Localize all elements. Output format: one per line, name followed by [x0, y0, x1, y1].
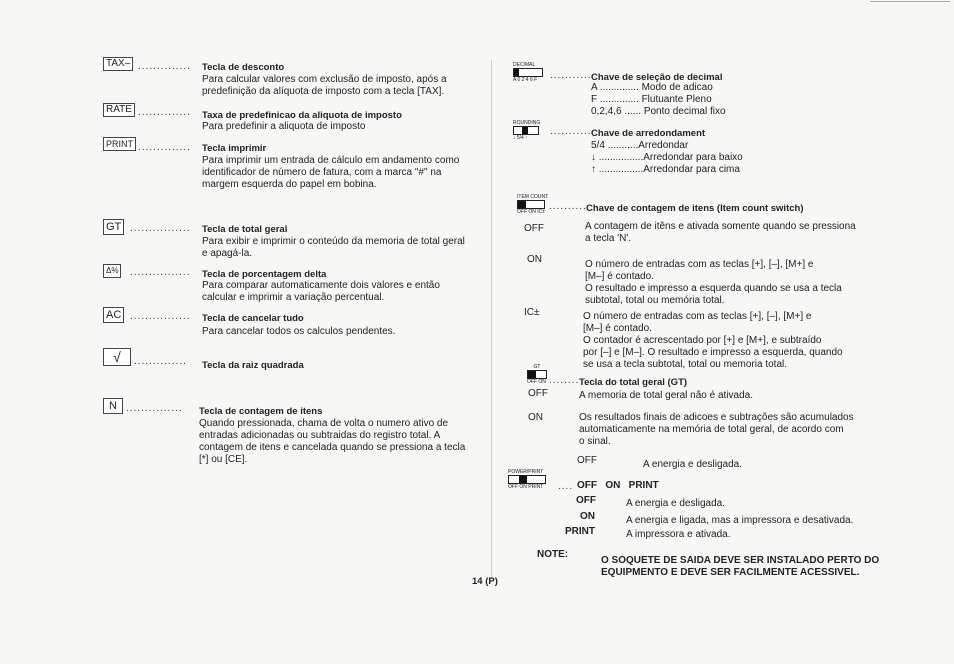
gt-switch-icon: GT OFF ON — [527, 364, 546, 385]
sqrt-dots: .............. — [134, 356, 187, 367]
n-title: Tecla de contagem de itens — [199, 406, 323, 417]
print-title: Tecla imprimir — [202, 143, 267, 154]
n-description: Quando pressionada, chama de volta o numero ativo de entradas adicionadas ou subtraidas do registro total. A contagem de itens e cancelada quando se pressiona a tecla [*] ou [CE]. — [199, 418, 466, 465]
decimal-dots: ........... — [550, 70, 592, 81]
power-on-description: A energia e ligada, mas a impressora e desativada. — [626, 515, 854, 526]
decimal-title: Chave de seleção de decimal — [591, 72, 723, 83]
rounding-row-up: ↑ ................Arredondar para cima — [591, 164, 740, 175]
decimal-row-a: A .............. Modo de adicao — [591, 82, 713, 93]
delta-description: Para comparar automaticamente dois valores e então calcular e imprimir a variação percentual. — [202, 280, 440, 303]
top-rule — [870, 1, 950, 2]
item-count-on-key: ON — [527, 254, 542, 265]
gt-on-description: Os resultados finais de adicoes e subtrações são acumulados automaticamente na memória de total geral, de acordo com o sinal. — [579, 412, 854, 447]
decimal-row-fixed: 0,2,4,6 ...... Ponto decimal fixo — [591, 106, 726, 117]
ac-dots: ................ — [130, 311, 191, 322]
item-count-ic-key: IC± — [524, 307, 540, 318]
rounding-row-down: ↓ ................Arredondar para baixo — [591, 152, 743, 163]
power-print-key: PRINT — [565, 526, 595, 537]
gt-key-icon: GT — [103, 219, 124, 235]
delta-dots: ................ — [130, 267, 191, 278]
gt-off-description: A memoria de total geral não é ativada. — [579, 390, 753, 401]
n-key-icon: N — [103, 398, 123, 414]
power-print-switch-icon: POWER/PRINT OFF ON PRINT — [508, 469, 546, 490]
item-count-dots: .......... — [549, 201, 587, 212]
ac-title: Tecla de cancelar tudo — [202, 313, 304, 324]
tax-title: Tecla de desconto — [202, 62, 285, 73]
item-count-on-description: O número de entradas com as teclas [+], [–], [M+] e [M–] é contado. O resultado e impresso a esquerda quando se usa a tecla subtotal, total ou memória total. — [585, 259, 842, 306]
rounding-title: Chave de arredondament — [591, 128, 706, 139]
gt-switch-title: Tecla do total geral (GT) — [579, 377, 688, 388]
item-count-title: Chave de contagem de itens (Item count switch) — [586, 203, 804, 214]
power-pre-off-key: OFF — [577, 455, 597, 466]
power-title: OFF ON PRINT — [577, 480, 659, 491]
power-off-key: OFF — [576, 495, 596, 506]
rounding-switch-icon: ROUNDING ↓ 5/4 ↑ — [513, 120, 541, 141]
ac-description: Para cancelar todos os calculos pendentes. — [202, 326, 396, 337]
power-pre-off-description: A energia e desligada. — [643, 459, 742, 470]
ac-key-icon: AC — [103, 307, 124, 323]
item-count-ic-description: O número de entradas com as teclas [+], [–], [M+] e [M–] é contado. O contador é acrescentado por [+] e [M+], e subtraído por [–] e [M–]. O resultado e impresso a esquerda, quando se usa a tecla subtotal, total ou memoria total. — [583, 311, 843, 370]
page-number: 14 (P) — [472, 576, 498, 587]
decimal-switch-icon: DECIMAL A 0 2 4 6 F — [513, 62, 543, 83]
center-divider — [491, 60, 492, 580]
item-count-off-key: OFF — [524, 223, 544, 234]
print-key-icon: PRINT — [103, 137, 136, 151]
power-off-description: A energia e desligada. — [626, 498, 725, 509]
gt-title: Tecla de total geral — [202, 224, 288, 235]
rate-title: Taxa de predefinicao da aliquota de imposto — [202, 110, 402, 121]
tax-description: Para calcular valores com exclusão de imposto, após a predefinição da alíquota de imposto com a tecla [TAX]. — [202, 74, 447, 97]
delta-title: Tecla de porcentagem delta — [202, 269, 327, 280]
tax-key-icon: TAX– — [103, 57, 133, 71]
rate-dots: .............. — [138, 107, 191, 118]
gt-switch-dots: ........ — [549, 375, 580, 386]
note-label: NOTE: — [537, 549, 569, 560]
square-root-key-icon: √ — [103, 348, 131, 366]
print-dots: .............. — [138, 142, 191, 153]
n-dots: ............... — [126, 403, 183, 414]
rate-description: Para predefinir a aliquota de imposto — [202, 121, 366, 132]
sqrt-title: Tecla da raiz quadrada — [202, 360, 304, 371]
power-dots: .... — [558, 481, 574, 492]
note-text: O SOQUETE DE SAIDA DEVE SER INSTALADO PERTO DO EQUIPMENTO E DEVE SER FACILMENTE ACESSIVEL. — [601, 555, 880, 578]
gt-dots: ................ — [130, 223, 191, 234]
power-print-description: A impressora e ativada. — [626, 529, 731, 540]
item-count-switch-icon: ITEM COUNT OFF ON IC± — [517, 194, 549, 215]
rate-key-icon: RATE — [103, 103, 135, 117]
tax-dots: .............. — [138, 61, 191, 72]
rounding-row-54: 5/4 ...........Arredondar — [591, 140, 689, 151]
gt-on-key: ON — [528, 412, 543, 423]
item-count-off-description: A contagem de itêns e ativada somente quando se pressiona a tecla 'N'. — [585, 221, 856, 244]
rounding-dots: ........... — [550, 126, 592, 137]
power-on-key: ON — [580, 511, 595, 522]
gt-description: Para exibir e imprimir o conteúdo da memoria de total geral e apagá-la. — [202, 236, 465, 259]
gt-off-key: OFF — [528, 388, 548, 399]
print-description: Para imprimir um entrada de cálculo em andamento como identificador de número de fatura, com a marca "#" na margem esquerda do papel em bobina. — [202, 155, 460, 190]
decimal-row-f: F .............. Flutuante Pleno — [591, 94, 712, 105]
delta-percent-key-icon: Δ% — [103, 264, 121, 278]
